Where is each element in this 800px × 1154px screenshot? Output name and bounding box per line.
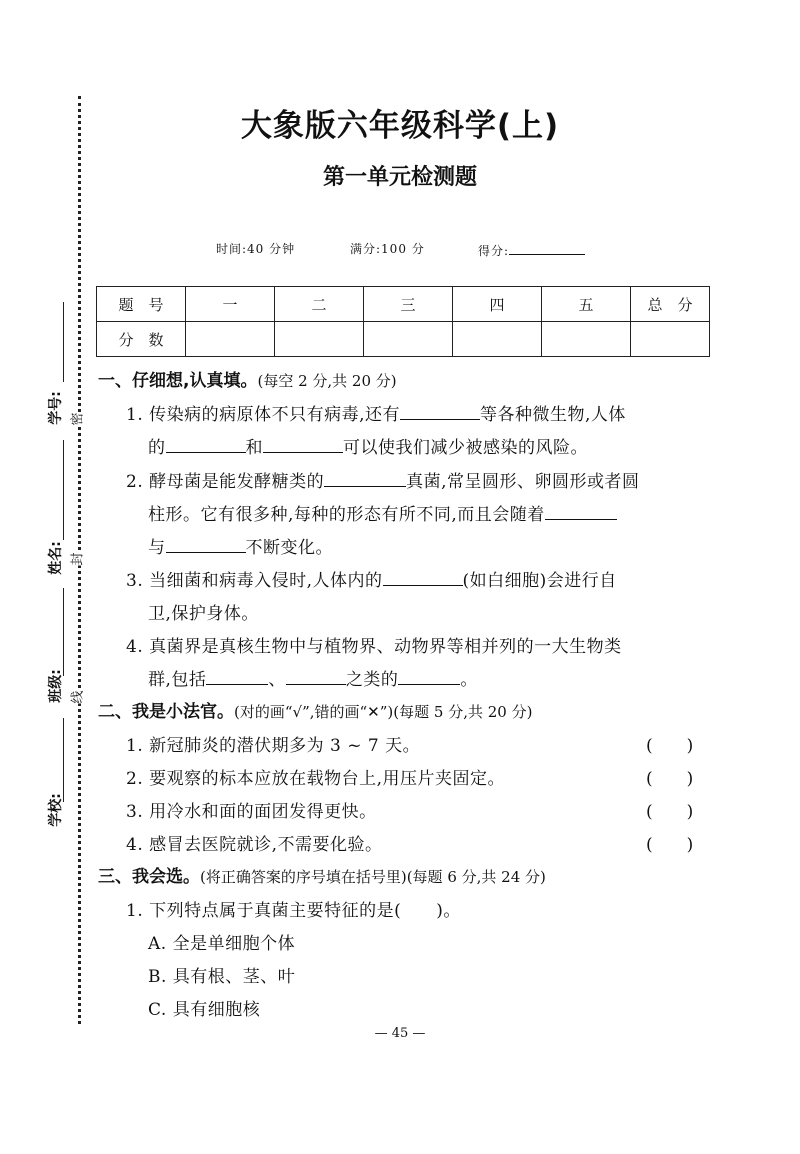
- table-cell: 分 数: [97, 322, 186, 357]
- table-row: [97, 287, 710, 322]
- judge-answer-4[interactable]: ( ): [646, 835, 694, 855]
- judge-answer-1[interactable]: ( ): [646, 736, 694, 756]
- xingming-label: 姓名:: [47, 541, 64, 575]
- table-cell: 一: [186, 287, 275, 322]
- question-1-3-cont: 卫,保护身体。: [148, 604, 259, 624]
- banji-blank[interactable]: [63, 588, 64, 676]
- answer-blank[interactable]: [166, 434, 246, 453]
- xuexiao-blank[interactable]: [63, 718, 64, 802]
- answer-blank[interactable]: [286, 666, 346, 685]
- judge-item-2: 2. 要观察的标本应放在载物台上,用压片夹固定。: [126, 769, 506, 789]
- section-2-heading: 二、我是小法官。(对的画“√”,错的画“✕”)(每题 5 分,共 20 分): [98, 702, 533, 722]
- section-1-heading: 一、仔细想,认真填。(每空 2 分,共 20 分): [98, 371, 397, 391]
- score-blank[interactable]: [509, 240, 585, 255]
- page-subtitle: 第一单元检测题: [322, 165, 477, 190]
- question-1-4-cont: 群,包括 、 之类的 。: [148, 665, 478, 690]
- choice-question-1: 1. 下列特点属于真菌主要特征的是( )。: [126, 901, 461, 921]
- answer-blank[interactable]: [324, 468, 406, 487]
- answer-blank[interactable]: [206, 666, 268, 685]
- question-1-2-cont2: 与 不断变化。: [148, 533, 333, 558]
- judge-item-4: 4. 感冒去医院就诊,不需要化验。: [126, 835, 383, 855]
- judge-answer-2[interactable]: ( ): [646, 769, 694, 789]
- question-1-3: 3. 当细菌和病毒入侵时,人体内的 (如白细胞)会进行自: [126, 566, 617, 591]
- xuehao-label: 学号:: [47, 391, 64, 425]
- question-1-2-cont: 柱形。它有很多种,每种的形态有所不同,而且会随着: [148, 500, 617, 525]
- answer-blank[interactable]: [545, 501, 617, 520]
- answer-blank[interactable]: [400, 401, 480, 420]
- answer-blank[interactable]: [263, 434, 343, 453]
- section-3-heading: 三、我会选。(将正确答案的序号填在括号里)(每题 6 分,共 24 分): [98, 867, 546, 887]
- page-number: — 45 —: [374, 1026, 426, 1041]
- xingming-blank[interactable]: [63, 440, 64, 540]
- xuexiao-label: 学校:: [47, 793, 64, 827]
- score-cell[interactable]: [453, 322, 542, 357]
- page-title: 大象版六年级科学(上): [240, 108, 560, 144]
- score-cell[interactable]: [275, 322, 364, 357]
- table-cell: 总 分: [631, 287, 710, 322]
- time-limit: 时间:40 分钟: [216, 242, 296, 256]
- answer-blank[interactable]: [166, 534, 246, 553]
- answer-blank[interactable]: [398, 666, 460, 685]
- judge-answer-3[interactable]: ( ): [646, 802, 694, 822]
- banji-label: 班级:: [47, 669, 64, 703]
- answer-blank[interactable]: [383, 567, 463, 586]
- judge-item-3: 3. 用冷水和面的面团发得更快。: [126, 802, 377, 822]
- score-cell[interactable]: [186, 322, 275, 357]
- cut-mark-feng: 封: [70, 552, 86, 566]
- score-cell[interactable]: [364, 322, 453, 357]
- table-row: [97, 322, 710, 357]
- question-1-1-cont: 的 和 可以使我们减少被感染的风险。: [148, 433, 588, 458]
- score-label: 得分:: [478, 240, 585, 259]
- judge-item-1: 1. 新冠肺炎的潜伏期多为 3 ~ 7 天。: [126, 736, 421, 756]
- question-1-2: 2. 酵母菌是能发酵糖类的 真菌,常呈圆形、卵圆形或者圆: [126, 467, 640, 492]
- table-cell: 三: [364, 287, 453, 322]
- score-table: [96, 286, 710, 357]
- choice-option-b: B. 具有根、茎、叶: [148, 967, 296, 987]
- cut-mark-xian: 线: [70, 690, 86, 704]
- full-score: 满分:100 分: [350, 242, 425, 256]
- xuehao-blank[interactable]: [63, 302, 64, 382]
- table-cell: 五: [542, 287, 631, 322]
- table-cell: 四: [453, 287, 542, 322]
- question-1-4: 4. 真菌界是真核生物中与植物界、动物界等相并列的一大生物类: [126, 637, 622, 657]
- question-1-1: 1. 传染病的病原体不只有病毒,还有 等各种微生物,人体: [126, 400, 626, 425]
- score-cell[interactable]: [631, 322, 710, 357]
- table-cell: 二: [275, 287, 364, 322]
- table-cell: 题 号: [97, 287, 186, 322]
- cut-mark-mi: 密: [70, 412, 86, 426]
- choice-option-a: A. 全是单细胞个体: [148, 934, 296, 954]
- score-cell[interactable]: [542, 322, 631, 357]
- choice-option-c: C. 具有细胞核: [148, 1000, 261, 1020]
